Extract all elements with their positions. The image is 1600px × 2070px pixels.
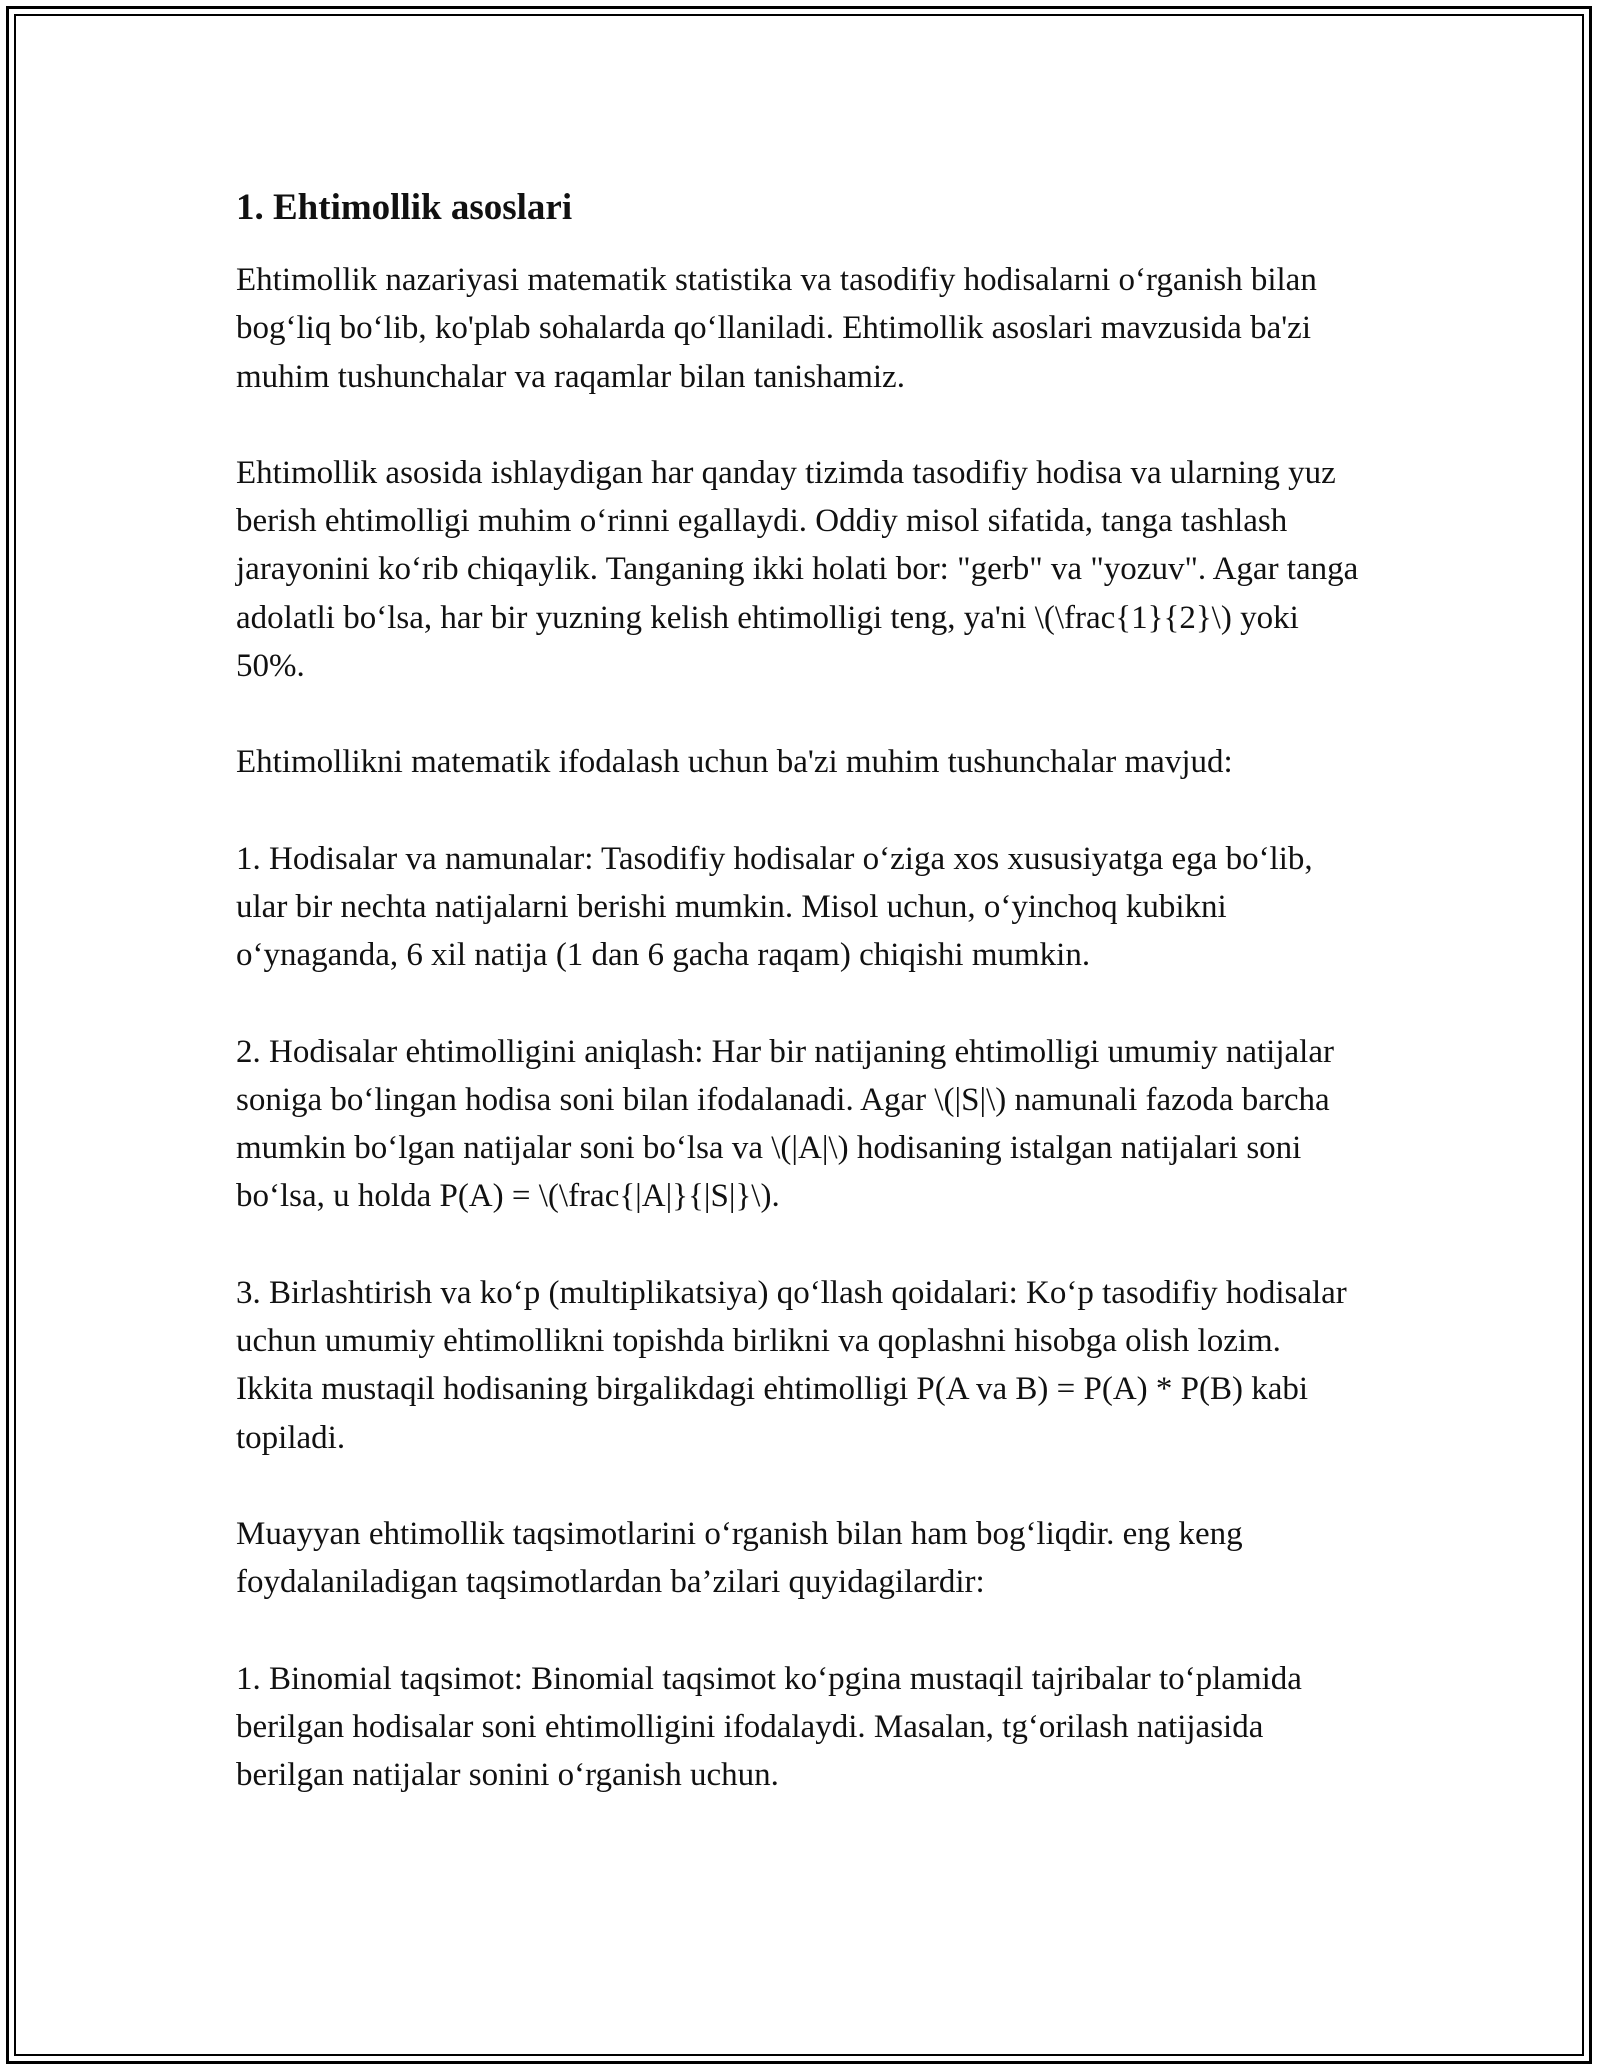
probability-definition-item: 2. Hodisalar ehtimolligini aniqlash: Har bir natijaning ehtimolligi umumiy natijalar soniga bo‘lingan hodisa soni bilan ifodalanadi. Agar \(|S|\) namunali fazoda barcha mumkin bo‘lgan natijalar soni bo‘lsa va \(|A|\) hodisaning istalgan natijalari soni bo‘lsa, u holda P(A) = \(\frac{|A|}{|S|}\). bbox=[236, 1033, 1334, 1215]
document-body bbox=[236, 186, 1366, 1847]
section-heading: 1. Ehtimollik asoslari bbox=[236, 187, 573, 228]
binomial-distribution-item: 1. Binomial taqsimot: Binomial taqsimot ko‘pgina mustaqil tajribalar to‘plamida berilgan hodisalar soni ehtimolligini ifodalaydi. Masalan, tg‘orilash natijasida berilgan natijalar sonini o‘rganish uchun. bbox=[236, 1660, 1302, 1794]
distributions-intro-paragraph: Muayyan ehtimollik taqsimotlarini o‘rganish bilan ham bog‘liqdir. eng keng foydalaniladigan taqsimotlardan ba’zilari quyidagilardir: bbox=[236, 1515, 1243, 1601]
multiplication-rule-item: 3. Birlashtirish va ko‘p (multiplikatsiya) qo‘llash qoidalari: Ko‘p tasodifiy hodisalar uchun umumiy ehtimollikni topishda birlikni va qoplashni hisobga olish lozim. Ikkita mustaqil hodisaning birgalikdagi ehtimolligi P(A va B) = P(A) * P(B) kabi topiladi. bbox=[236, 1274, 1347, 1456]
intro-paragraph: Ehtimollik nazariyasi matematik statistika va tasodifiy hodisalarni o‘rganish bilan bog‘liq bo‘lib, ko'plab sohalarda qo‘llaniladi. Ehtimollik asoslari mavzusida ba'zi muhim tushunchalar va raqamlar bilan tanishamiz. bbox=[236, 262, 1317, 395]
concepts-intro-paragraph: Ehtimollikni matematik ifodalash uchun ba'zi muhim tushunchalar mavjud: bbox=[236, 744, 1233, 781]
coin-example-paragraph: Ehtimollik asosida ishlaydigan har qanday tizimda tasodifiy hodisa va ularning yuz berish ehtimolligi muhim o‘rinni egallaydi. Oddiy misol sifatida, tanga tashlash jarayonini ko‘rib chiqaylik. Tanganing ikki holati bor: "gerb" va "yozuv". Agar tanga adolatli bo‘lsa, har bir yuzning kelish ehtimolligi teng, ya'ni \(\frac{1}{2}\) yoki 50%. bbox=[236, 454, 1359, 685]
events-samples-item: 1. Hodisalar va namunalar: Tasodifiy hodisalar o‘ziga xos xususiyatga ega bo‘lib, ular bir nechta natijalarni berishi mumkin. Misol uchun, o‘yinchoq kubikni o‘ynaganda, 6 xil natija (1 dan 6 gacha raqam) chiqishi mumkin. bbox=[236, 840, 1313, 974]
